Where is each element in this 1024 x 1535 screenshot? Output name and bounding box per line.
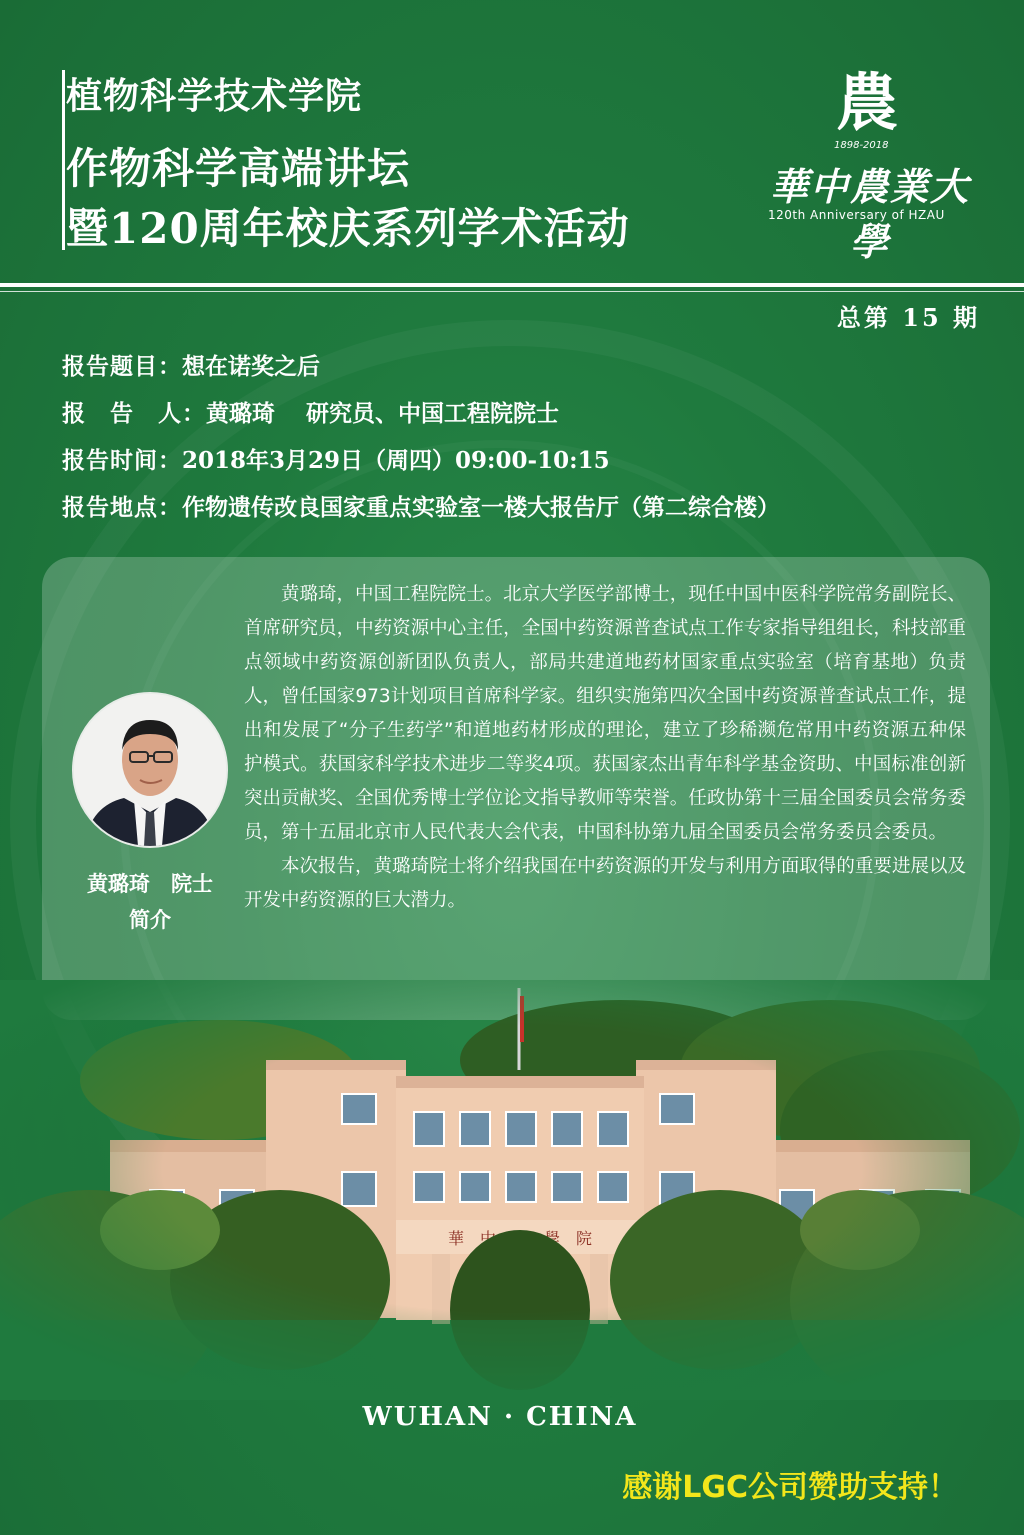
college-name: 植物科学技术学院	[66, 75, 363, 117]
bio-paragraph: 黄璐琦，中国工程院院士。北京大学医学部博士，现任中国中医科学院常务副院长、首席研究员，中药资源中心主任，全国中药资源普查试点工作专家指导组组长，科技部重点领域中药资源创新团队负责人，部局共建道地药材国家重点实验室（培育基地）负责人，曾任国家973计划项目首席科学家。组织实施第四次全国中药资源普查试点工作，提出和发展了“分子生药学”和道地药材形成的理论，建立了珍稀濒危常用中药资源五种保护模式。获国家科学技术进步二等奖4项。获国家杰出青年科学基金资助、中国标准创新突出贡献奖、全国优秀博士学位论文指导教师等荣誉。任政协第十三届全国委员会常务委员，第十五届北京市人民代表大会代表，中国科协第九届全国委员会常务委员会委员。	[244, 584, 966, 843]
info-value: 黄璐琦 研究员、中国工程院院士	[206, 400, 560, 427]
info-label: 报 告 人：	[62, 400, 206, 427]
speaker-caption	[70, 866, 230, 938]
info-label: 报告题目：	[62, 353, 182, 380]
info-value: 作物遗传改良国家重点实验室一楼大报告厅（第二综合楼）	[182, 494, 780, 521]
info-value: 2018年3月29日（周四）09:00-10:15	[182, 447, 610, 474]
speaker-portrait-icon	[74, 694, 226, 846]
info-row-speaker	[62, 395, 982, 442]
info-row-title	[62, 348, 982, 395]
divider-thin	[0, 291, 1024, 292]
speaker-bio	[244, 578, 966, 918]
header-accent-bar	[62, 70, 65, 250]
info-label: 报告地点：	[62, 494, 182, 521]
info-row-location	[62, 489, 982, 536]
info-label: 报告时间：	[62, 447, 182, 474]
campus-building-illustration	[0, 980, 1024, 1400]
forum-title: 作物科学高端讲坛	[66, 144, 411, 193]
issue-number: 总第 15 期	[836, 303, 980, 332]
sponsor-thanks: 感谢LGC公司赞助支持！	[622, 1470, 958, 1505]
logo-university-name: 華中農業大學	[769, 164, 970, 264]
logo-years: 1898-2018	[834, 140, 889, 151]
info-value: 想在诺奖之后	[182, 353, 320, 380]
divider-thick	[0, 283, 1024, 287]
logo-anniversary: 120th Anniversary of HZAU	[768, 208, 945, 222]
speaker-caption-name: 黄璐琦 院士	[87, 871, 213, 896]
location-footer: WUHAN · CHINA	[362, 1402, 638, 1432]
event-subtitle: 暨120周年校庆系列学术活动	[66, 204, 630, 253]
info-row-time	[62, 442, 982, 489]
university-logo	[760, 66, 980, 264]
logo-mark: 農	[835, 66, 898, 139]
bio-paragraph: 本次报告，黄璐琦院士将介绍我国在中药资源的开发与利用方面取得的重要进展以及开发中药资源的巨大潜力。	[244, 856, 966, 911]
talk-info	[62, 348, 982, 536]
speaker-caption-intro: 简介	[129, 907, 171, 932]
speaker-photo	[72, 692, 228, 848]
